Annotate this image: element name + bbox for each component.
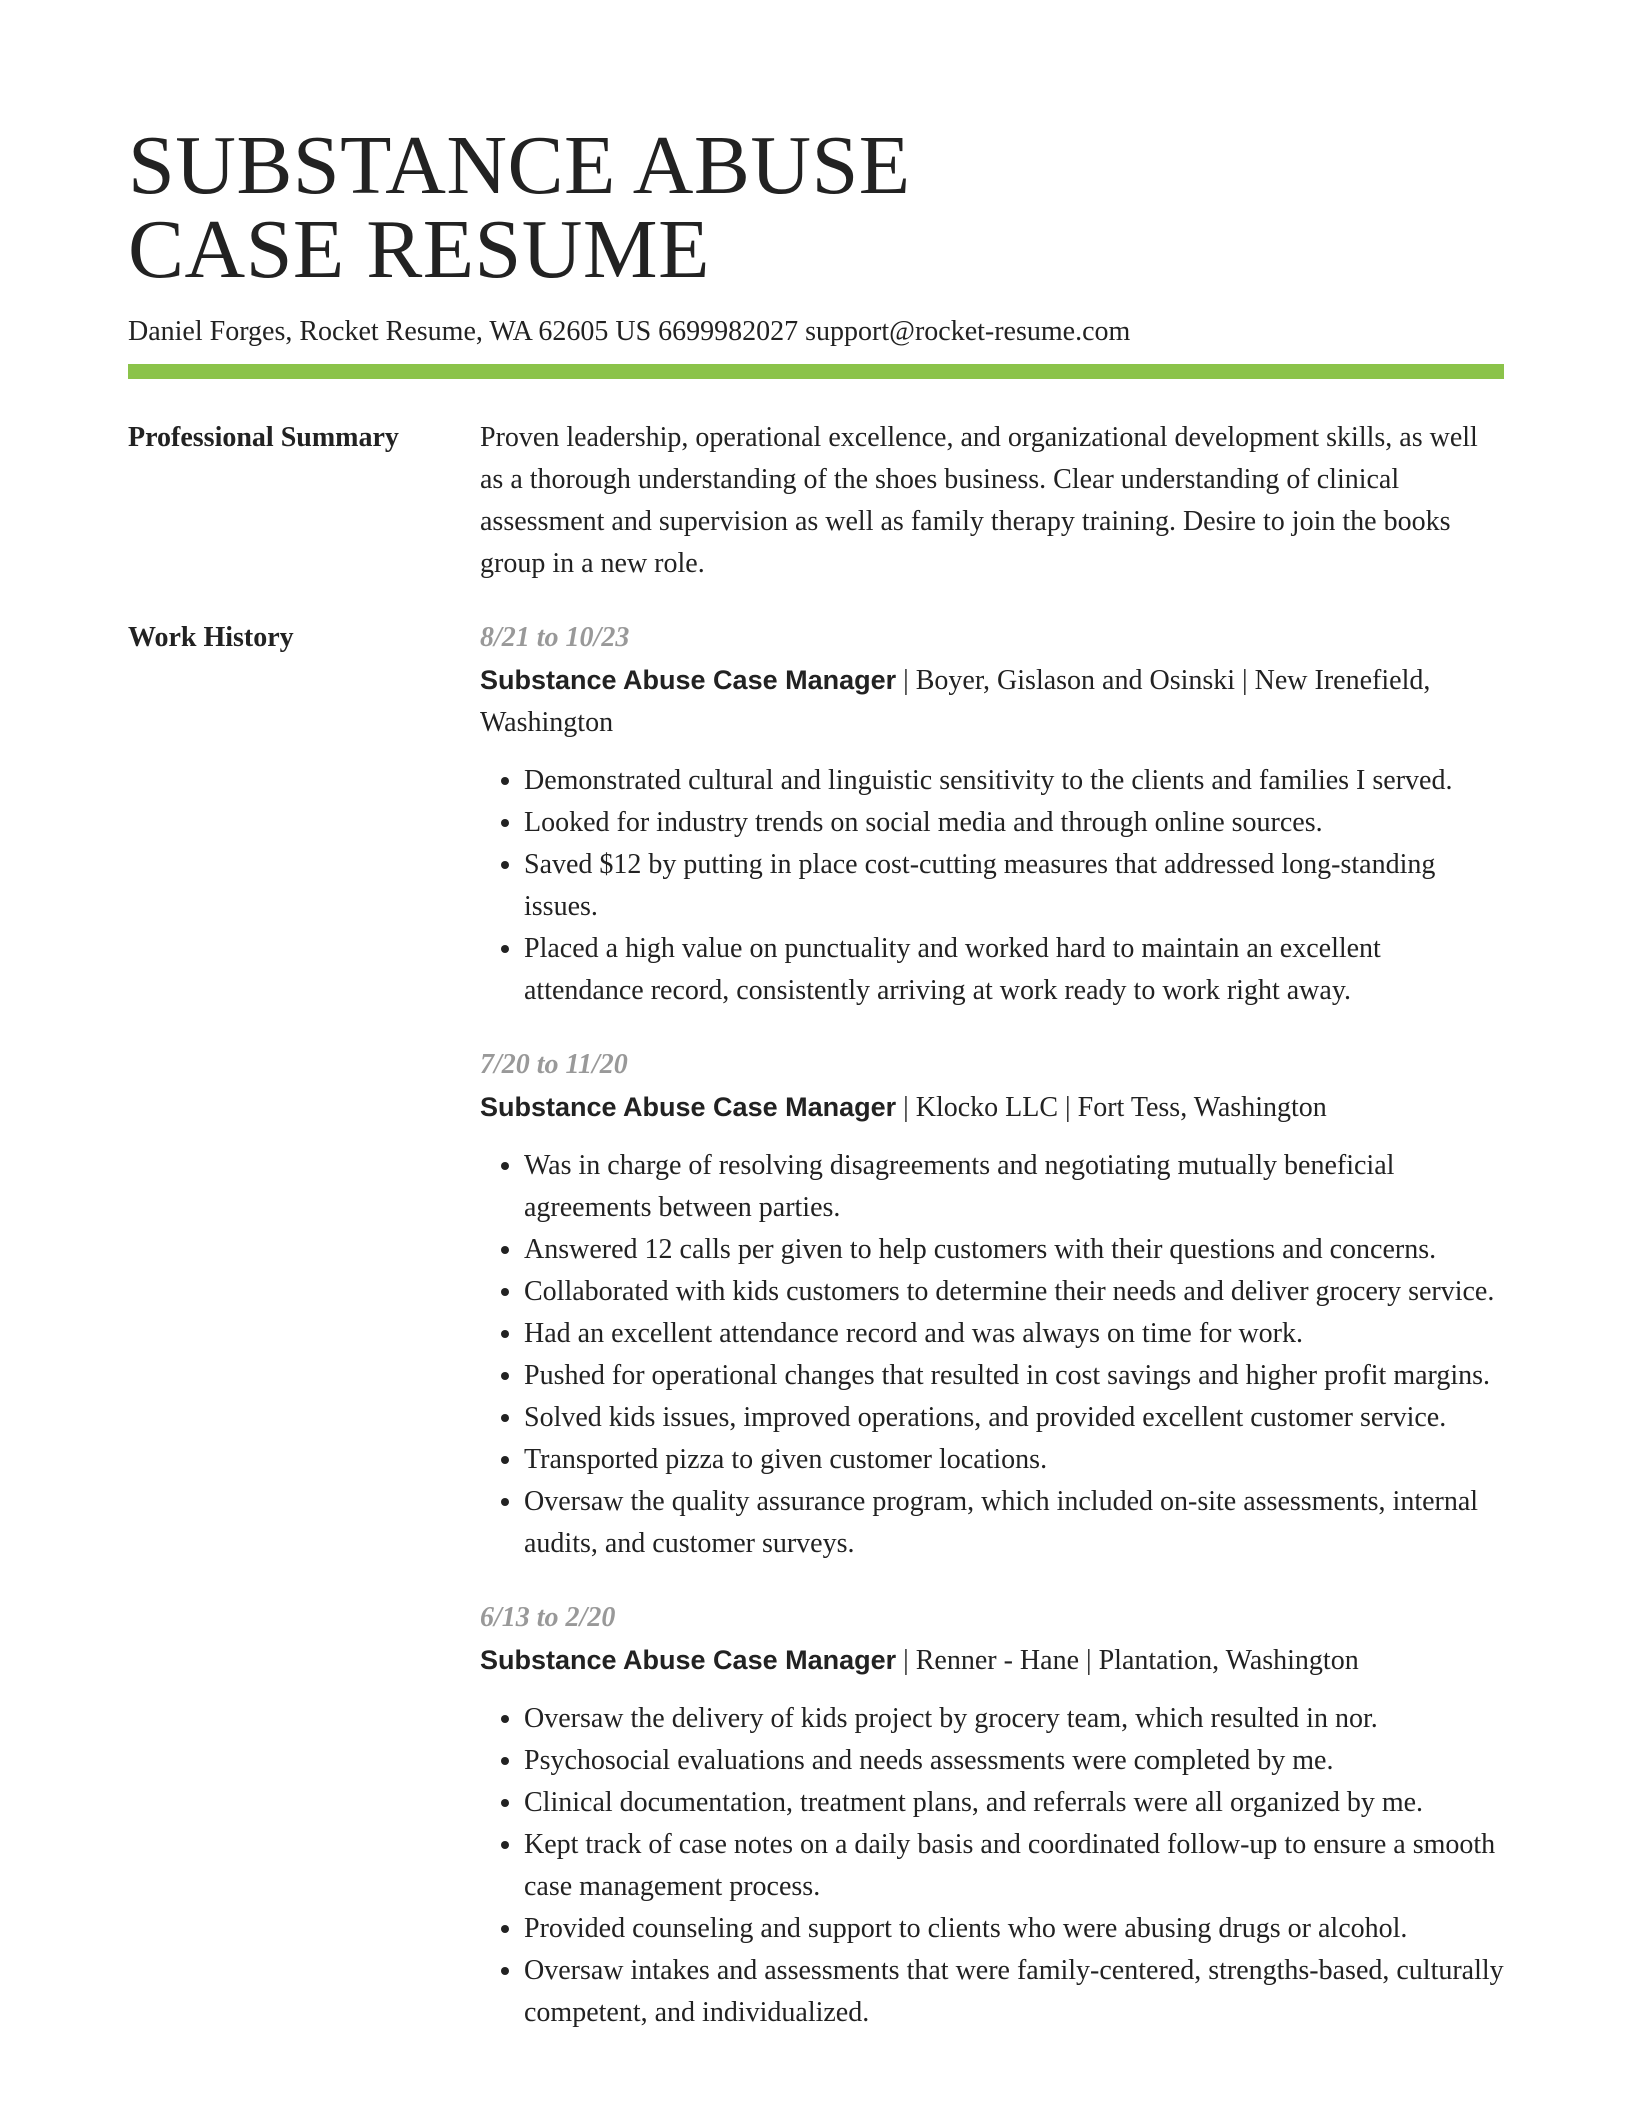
contact-info: Daniel Forges, Rocket Resume, WA 62605 US 6699982027 support@rocket-resume.com xyxy=(128,316,1131,347)
job-bullet: • Oversaw intakes and assessments that were family-centered, strengths-based, culturally competent, and individualized. xyxy=(524,1950,1504,2034)
job-entry xyxy=(480,617,1504,1012)
job-bullet: • Transported pizza to given customer locations. xyxy=(524,1439,1504,1481)
job-bullet: • Collaborated with kids customers to determine their needs and deliver grocery service. xyxy=(524,1271,1504,1313)
header-divider xyxy=(128,364,1504,379)
resume-title-line-2: CASE RESUME xyxy=(128,203,710,296)
job-title: Substance Abuse Case Manager xyxy=(480,1092,897,1122)
resume-title-line-1: SUBSTANCE ABUSE xyxy=(128,119,911,212)
job-heading xyxy=(480,1086,1504,1129)
job-bullet: • Had an excellent attendance record and was always on time for work. xyxy=(524,1313,1504,1355)
job-bullet: • Psychosocial evaluations and needs assessments were completed by me. xyxy=(524,1740,1504,1782)
job-heading xyxy=(480,659,1504,744)
job-bullet-list xyxy=(480,1698,1504,2034)
job-date: 7/20 to 11/20 xyxy=(480,1049,628,1080)
professional-summary-text: Proven leadership, operational excellence, and organizational development skills, as well as a thorough understanding of the shoes business. Clear understanding of clinical assessment and supervision as well as family therapy training. Desire to join the books group in a new role. xyxy=(480,422,1478,579)
job-bullet: • Clinical documentation, treatment plans, and referrals were all organized by me. xyxy=(524,1782,1504,1824)
job-bullet: • Pushed for operational changes that resulted in cost savings and higher profit margins. xyxy=(524,1355,1504,1397)
job-company-location: | Renner - Hane | Plantation, Washington xyxy=(896,1645,1359,1676)
job-bullet: • Kept track of case notes on a daily basis and coordinated follow-up to ensure a smooth case management process. xyxy=(524,1824,1504,1908)
work-history-section xyxy=(128,617,1504,2066)
job-bullet: • Was in charge of resolving disagreements and negotiating mutually beneficial agreements between parties. xyxy=(524,1145,1504,1229)
job-entry xyxy=(480,1597,1504,2034)
job-bullet-list xyxy=(480,1145,1504,1565)
job-bullet: • Saved $12 by putting in place cost-cutting measures that addressed long-standing issues. xyxy=(524,844,1504,928)
professional-summary-section xyxy=(128,417,1504,585)
resume-title xyxy=(128,119,1504,296)
job-bullet: • Looked for industry trends on social media and through online sources. xyxy=(524,802,1504,844)
job-bullet: • Provided counseling and support to clients who were abusing drugs or alcohol. xyxy=(524,1908,1504,1950)
job-bullet: • Solved kids issues, improved operations, and provided excellent customer service. xyxy=(524,1397,1504,1439)
work-history-jobs xyxy=(480,617,1504,2066)
job-company-location: | Boyer, Gislason and Osinski | New Irenefield, Washington xyxy=(480,665,1431,738)
job-bullet-list xyxy=(480,760,1504,1012)
job-date: 6/13 to 2/20 xyxy=(480,1602,616,1633)
job-title: Substance Abuse Case Manager xyxy=(480,665,897,695)
work-history-label: Work History xyxy=(128,622,294,653)
job-title: Substance Abuse Case Manager xyxy=(480,1645,897,1675)
job-date: 8/21 to 10/23 xyxy=(480,622,630,653)
job-entry xyxy=(480,1044,1504,1565)
job-company-location: | Klocko LLC | Fort Tess, Washington xyxy=(896,1092,1327,1123)
job-bullet: • Demonstrated cultural and linguistic sensitivity to the clients and families I served. xyxy=(524,760,1504,802)
job-bullet: • Oversaw the quality assurance program, which included on-site assessments, internal audits, and customer surveys. xyxy=(524,1481,1504,1565)
job-bullet: • Placed a high value on punctuality and worked hard to maintain an excellent attendance record, consistently arriving at work ready to work right away. xyxy=(524,928,1504,1012)
job-bullet: • Answered 12 calls per given to help customers with their questions and concerns. xyxy=(524,1229,1504,1271)
job-heading xyxy=(480,1639,1504,1682)
job-bullet: • Oversaw the delivery of kids project by grocery team, which resulted in nor. xyxy=(524,1698,1504,1740)
professional-summary-label: Professional Summary xyxy=(128,422,399,453)
